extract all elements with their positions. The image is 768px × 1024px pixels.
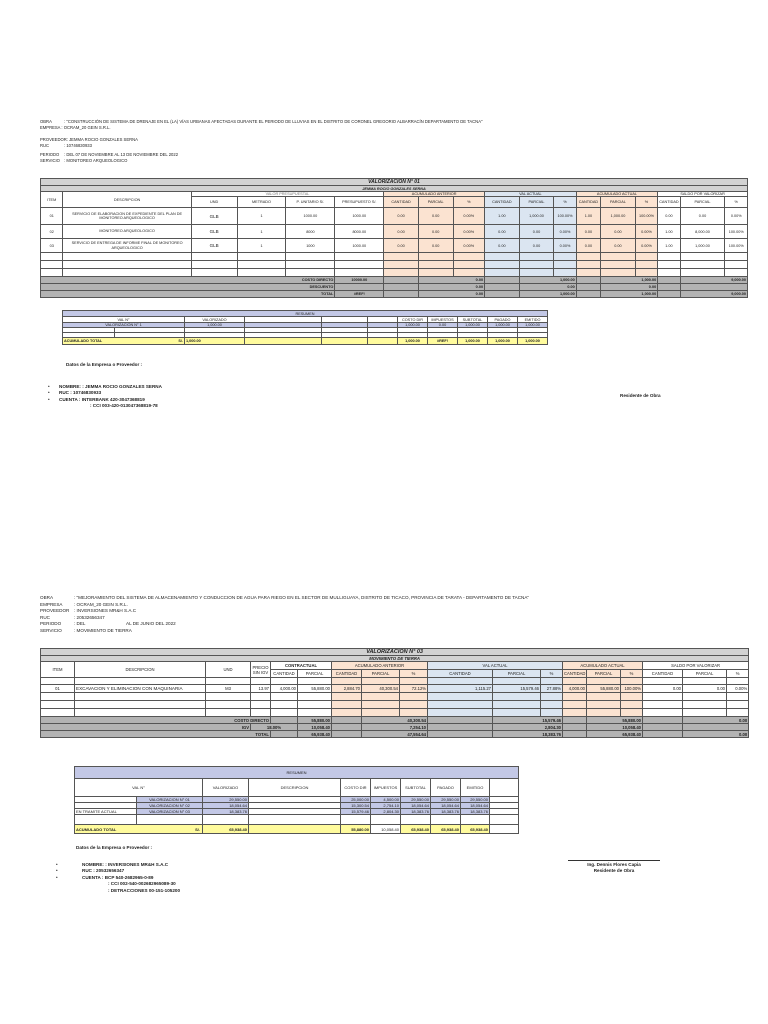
- cell-item: 01: [41, 208, 63, 225]
- cell-aa-cant: 0.00: [384, 239, 419, 253]
- cell-ac-cant: 0.00: [576, 225, 600, 239]
- total-presup: #REF!: [335, 291, 384, 298]
- cell-va-cant: 1,115.27: [428, 685, 493, 693]
- resumen-emitido: 1,000.00: [518, 323, 548, 328]
- datos-cuenta: CUENTA : INTERBANK 420-3047368819: [59, 396, 145, 402]
- resumen-costo: 1,000.00: [398, 323, 428, 328]
- ruc-label: RUC: [40, 614, 50, 620]
- doc2-datos: [76, 845, 316, 851]
- valorizacion-01-table: [40, 178, 748, 298]
- resumen-total-costo: 1,000.00: [398, 338, 428, 345]
- total-va: 1,000.00: [519, 277, 576, 284]
- table-subtitle: MOVIMIENTO DE TIERRA: [41, 656, 749, 662]
- resumen-pagado: 18,383.76: [431, 809, 461, 815]
- cell-va-pct: 100.00%: [554, 208, 576, 225]
- datos-nombre: NOMBRE: : JEMMA ROCIO GONZALES SERNA: [59, 384, 162, 389]
- resumen-header-descripcion: DESCRIPCION: [249, 779, 341, 797]
- header-acum-anterior: ACUMULADO ANTERIOR: [384, 192, 485, 197]
- totals-row: [41, 717, 749, 724]
- cell-aa-parc: 0.00: [418, 239, 453, 253]
- bullet-icon: •: [56, 874, 58, 880]
- resumen-header-valorizado: VALORIZADO: [203, 779, 249, 797]
- header-pct: %: [400, 670, 428, 678]
- resumen-total-sub: 1,000.00: [458, 338, 488, 345]
- total-sv: [680, 284, 747, 291]
- resumen-total-emitido: 1,000.00: [518, 338, 548, 345]
- periodo-label: PERIODO: [40, 152, 60, 157]
- cell-und: M3: [206, 685, 251, 693]
- header-valor-presupuestal: VALOR PRESUPUESTAL: [191, 192, 384, 197]
- bullet-icon: •: [56, 868, 58, 874]
- resumen-sub: 1,000.00: [458, 323, 488, 328]
- proveedor-text: : INVERSIONES MR&H S.A.C: [74, 608, 137, 614]
- cell-aa-pct: 0.00%: [453, 239, 485, 253]
- resumen-imp: 0.00: [428, 323, 458, 328]
- resumen-costo: 15,300.54: [341, 803, 371, 809]
- cell-va-pct: 0.00%: [554, 239, 576, 253]
- total-label: DESCUENTO: [41, 284, 335, 291]
- resumen-header-emitido: EMITIDO: [518, 317, 548, 323]
- total-va: 15,579.46: [493, 717, 563, 724]
- total-va: 1,000.00: [519, 291, 576, 298]
- resumen-valorizado: 1,000.00: [185, 323, 245, 328]
- cell-metrado: 1: [237, 225, 286, 239]
- empty-row: [41, 261, 748, 269]
- cell-aa-parc: 40,300.54: [362, 685, 400, 693]
- ruc-text: : 20532656347: [74, 614, 105, 620]
- cell-sv-cant: 0.00: [643, 685, 683, 693]
- header-pct: %: [635, 197, 657, 208]
- resumen-total-label: ACUMULADO TOTAL: [76, 826, 117, 832]
- header-pct: %: [621, 670, 643, 678]
- datos-detracciones: : DETRACCIONES 00-151-105200: [108, 887, 180, 893]
- header-parcial: PARCIAL: [680, 197, 725, 208]
- header-pct: %: [453, 197, 485, 208]
- resumen-header-costo: COSTO DIR: [341, 779, 371, 797]
- cell-und: GLB: [191, 208, 237, 225]
- cell-aa-cant: 0.00: [384, 208, 419, 225]
- empty-row: [41, 269, 748, 277]
- resumen-total-emitido: 65,938.40: [461, 825, 490, 834]
- header-cant: CANTIDAD: [576, 197, 600, 208]
- total-label: TOTAL: [41, 291, 335, 298]
- total-label: TOTAL: [41, 731, 271, 738]
- cell-c-cant: 4,000.00: [271, 685, 298, 693]
- servicio-label: SERVICIO: [40, 158, 60, 163]
- cell-aa-cant: 0.00: [384, 225, 419, 239]
- total-ac: 55,880.00: [587, 717, 643, 724]
- header-cant: CANTIDAD: [271, 670, 298, 678]
- total-c: 65,938.40: [298, 731, 332, 738]
- cell-und: GLB: [191, 225, 237, 239]
- total-label: COSTO DIRECTO: [41, 717, 271, 724]
- total-sv: 9,000.00: [680, 291, 747, 298]
- header-cant: CANTIDAD: [384, 197, 419, 208]
- periodo-label: PERIODO: [40, 621, 62, 627]
- cell-aa-pct: 72.12%: [400, 685, 428, 693]
- empty-row: [41, 701, 749, 709]
- ruc-label: RUC: [40, 143, 50, 148]
- header-parcial: PARCIAL: [601, 197, 636, 208]
- resumen-val: VALORIZACION N° 01: [137, 797, 203, 803]
- cell-item: 01: [41, 685, 75, 693]
- cell-ac-cant: 4,000.00: [563, 685, 587, 693]
- bullet-icon: •: [48, 396, 50, 402]
- totals-row: [41, 277, 748, 284]
- resumen-total-row: [63, 338, 548, 345]
- cell-pu: 1000: [286, 239, 335, 253]
- total-aa: 0.00: [418, 284, 484, 291]
- resumen-total-imp: 10,058.40: [371, 825, 401, 834]
- currency-label: S/.: [195, 826, 200, 832]
- cell-va-pct: 0.00%: [554, 225, 576, 239]
- doc2-datos-list: [56, 862, 316, 894]
- resumen-header-costo: COSTO DIR: [398, 317, 428, 323]
- header-cant: CANTIDAD: [643, 670, 683, 678]
- cell-item: 02: [41, 225, 63, 239]
- cell-pu: 8000: [286, 225, 335, 239]
- total-sv: [683, 724, 749, 731]
- igv-pct: 18.00%: [251, 724, 298, 731]
- doc2-header: [40, 595, 740, 635]
- header-acum-anterior: ACUMULADO ANTERIOR: [332, 662, 428, 670]
- cell-ac-pct: 100.00%: [621, 685, 643, 693]
- resumen-val: VALORIZACION N° 03: [137, 809, 203, 815]
- total-c: 10,058.40: [298, 724, 332, 731]
- header-cant: CANTIDAD: [485, 197, 520, 208]
- obra-text: : "CONSTRUCCIÓN DE SISTEMA DE DRENAJE EN EL (LA) VÍAS URBANAS AFECTADAS DURANTE EL PERIODO DE LLUVIAS EN EL DISTRITO DE CORONEL GREGORIO ALBARRACÍN DEPARTAMENTO DE TACNA": [64, 119, 483, 124]
- total-sv: 9,000.00: [680, 277, 747, 284]
- cell-sv-cant: 1.00: [658, 239, 680, 253]
- total-ac: 1,000.00: [601, 291, 658, 298]
- periodo-text-b: AL DE JUNIO DEL 2022: [126, 621, 176, 627]
- cell-sv-parc: 0.00: [683, 685, 727, 693]
- totals-row: [41, 724, 749, 731]
- bullet-icon: •: [48, 384, 50, 389]
- header-parcial: PARCIAL: [493, 670, 541, 678]
- resumen-valorizado: 29,550.00: [203, 797, 249, 803]
- resumen-pagado: 29,550.00: [431, 797, 461, 803]
- cell-ac-pct: 100.00%: [635, 208, 657, 225]
- obra-text: : "MEJORAMIENTO DEL SISTEMA DE ALMACENAMIENTO Y CONDUCCION DE AGUA PARA RIEGO EN EL SECTOR DE MULLIGUAYA, DISTRITO DE TICACO, PROVINCIA DE TARATA - DEPARTAMENTO DE TACNA": [74, 595, 530, 600]
- currency-label: S/.: [178, 339, 183, 343]
- periodo-text-a: : DEL: [74, 621, 86, 627]
- resumen-pre: EN TRAMITE ACTUAL: [75, 809, 137, 815]
- resumen-emitido: 18,054.64: [461, 803, 490, 809]
- total-aa: 40,300.54: [362, 717, 428, 724]
- empty-row: [41, 709, 749, 717]
- resumen-01-table: [62, 310, 548, 345]
- header-cant: CANTIDAD: [658, 197, 680, 208]
- resumen-imp: 4,500.00: [371, 797, 401, 803]
- resumen-total-valorizado: 65,938.40: [203, 825, 249, 834]
- datos-cci: : CCI 003-420-013047368819-78: [90, 403, 158, 409]
- doc1-header: [40, 119, 740, 164]
- datos-ruc: RUC : 10746830933: [59, 390, 102, 396]
- cell-sv-pct: 0.00%: [725, 208, 748, 225]
- datos-cci: : CCI 002-540-002682965089-30: [108, 881, 176, 887]
- empty-row: [41, 693, 749, 701]
- header-und: UND: [191, 197, 237, 208]
- table-title: VALORIZACION N° 03: [41, 649, 749, 656]
- header-pct: %: [541, 670, 563, 678]
- cell-ac-cant: 1.00: [576, 208, 600, 225]
- cell-va-parc: 1,000.00: [519, 208, 554, 225]
- total-ac: 10,058.40: [587, 724, 643, 731]
- resumen-header-impuestos: IMPUESTOS: [371, 779, 401, 797]
- cell-aa-parc: 0.00: [418, 225, 453, 239]
- bullet-icon: •: [56, 862, 58, 867]
- header-parcial: PARCIAL: [587, 670, 621, 678]
- cell-ac-parc: 0.00: [601, 239, 636, 253]
- table-row: [41, 225, 748, 239]
- empresa-label: EMPRESA: [40, 601, 63, 607]
- resumen-title: RESUMEN: [63, 311, 548, 317]
- header-val-actual: VAL ACTUAL: [485, 192, 577, 197]
- resumen-title: RESUMEN: [75, 767, 519, 779]
- doc1-datos: [66, 362, 306, 368]
- cell-va-parc: 0.00: [519, 239, 554, 253]
- obra-label: OBRA: [40, 595, 54, 600]
- servicio-text: : MONITOREO ARQUEOLOGICO: [64, 158, 128, 163]
- resumen-costo: 15,579.46: [341, 809, 371, 815]
- signature-name: Ing. Dennis Flores Capia: [587, 862, 641, 867]
- header-parcial: PARCIAL: [362, 670, 400, 678]
- signature-role: Residente de Obra: [593, 868, 635, 874]
- resumen-sub: 18,383.76: [401, 809, 431, 815]
- header-presupuesto: PRESUPUESTO S/.: [335, 197, 384, 208]
- resumen-header-subtotal: SUBTOTAL: [458, 317, 488, 323]
- resumen-total-label: ACUMULADO TOTAL: [64, 339, 103, 343]
- header-parcial: PARCIAL: [298, 670, 332, 678]
- doc1-datos-list: [48, 384, 308, 410]
- resumen-sub: 18,054.64: [401, 803, 431, 809]
- header-und: UND: [206, 662, 251, 678]
- resumen-pagado: 18,054.64: [431, 803, 461, 809]
- header-item: ITEM: [41, 662, 75, 678]
- cell-sv-pct: 100.00%: [725, 239, 748, 253]
- cell-aa-pct: 0.00%: [453, 208, 485, 225]
- total-aa: 47,554.64: [362, 731, 428, 738]
- cell-va-cant: 0.00: [485, 239, 520, 253]
- total-sv: 0.00: [683, 717, 749, 724]
- servicio-text: : MOVIMIENTO DE TIERRA: [74, 627, 132, 633]
- resumen-emitido: 18,383.76: [461, 809, 490, 815]
- totals-row: [41, 284, 748, 291]
- total-aa: 0.00: [418, 277, 484, 284]
- cell-desc: SERVICIO DE ELABORACION DE EXPEDIENTE DEL PLAN DE MONITOREO ARQUEOLOGICO: [63, 208, 191, 225]
- cell-va-parc: 0.00: [519, 225, 554, 239]
- resumen-total-pagado: 65,938.40: [431, 825, 461, 834]
- totals-row: [41, 731, 749, 738]
- total-va: 0.00: [519, 284, 576, 291]
- header-pct: %: [725, 197, 748, 208]
- cell-sv-pct: 100.00%: [725, 225, 748, 239]
- resumen-sub: 29,550.00: [401, 797, 431, 803]
- header-pct: %: [554, 197, 576, 208]
- datos-title: Datos de la Empresa o Proveedor :: [66, 362, 143, 367]
- resumen-imp: 2,754.10: [371, 803, 401, 809]
- cell-sv-parc: 0.00: [680, 208, 725, 225]
- header-parcial: PARCIAL: [683, 670, 727, 678]
- totals-row: [41, 291, 748, 298]
- cell-metrado: 1: [237, 208, 286, 225]
- total-aa: 0.00: [418, 291, 484, 298]
- header-saldo: SALDO POR VALORIZAR: [658, 192, 748, 197]
- cell-und: GLB: [191, 239, 237, 253]
- total-ac: 1,000.00: [601, 277, 658, 284]
- header-acum-actual: ACUMULADO ACTUAL: [563, 662, 643, 670]
- cell-aa-parc: 0.00: [418, 208, 453, 225]
- bullet-icon: •: [48, 390, 50, 396]
- cell-c-parc: 55,880.00: [298, 685, 332, 693]
- cell-sv-cant: 1.00: [658, 225, 680, 239]
- total-va: 18,383.76: [493, 731, 563, 738]
- resumen-header-pagado: PAGADO: [431, 779, 461, 797]
- resumen-header-valorizado: VALORIZADO: [185, 317, 245, 323]
- header-cant: CANTIDAD: [332, 670, 362, 678]
- cell-va-parc: 15,579.46: [493, 685, 541, 693]
- total-ac: 0.00: [601, 284, 658, 291]
- cell-ac-parc: 0.00: [601, 225, 636, 239]
- total-label: COSTO DIRECTO: [41, 277, 335, 284]
- proveedor-text: PROVEEDOR: JEMMA ROCIO GONZALES SERNA: [40, 137, 138, 142]
- header-pct: %: [727, 670, 749, 678]
- header-precio: PRECIO SIN IGV: [251, 662, 271, 678]
- resumen-header-emitido: EMITIDO: [461, 779, 490, 797]
- signature-line: [568, 860, 660, 861]
- empty-row: [41, 253, 748, 261]
- resumen-total-valorizado: 1,000.00: [185, 338, 245, 345]
- total-sv: 0.00: [683, 731, 749, 738]
- cell-desc: EXCAVACION Y ELIMINACION CON MAQUINARIA: [75, 685, 206, 693]
- header-val-actual: VAL ACTUAL: [428, 662, 563, 670]
- resumen-val: VALORIZACION N° 02: [137, 803, 203, 809]
- total-label: IGV: [41, 724, 251, 731]
- header-metrado: METRADO: [237, 197, 286, 208]
- valorizacion-03-table: [40, 648, 749, 738]
- total-aa: 7,254.10: [362, 724, 428, 731]
- cell-ac-parc: 1,000.00: [601, 208, 636, 225]
- resumen-03-table: [74, 766, 519, 834]
- resumen-emitido: 29,550.00: [461, 797, 490, 803]
- cell-desc: MONITOREO ARQUEOLOGICO: [63, 225, 191, 239]
- datos-nombre: NOMBRE: : INVERSIONES MR&H S.A.C: [82, 862, 169, 867]
- empresa-text: : OCRAM_20 GEIN S.R.L.: [74, 601, 128, 607]
- header-parcial: PARCIAL: [519, 197, 554, 208]
- table-row: [41, 208, 748, 225]
- resumen-valorizado: 18,054.64: [203, 803, 249, 809]
- total-c: 55,880.00: [298, 717, 332, 724]
- ruc-text: : 10746830933: [64, 143, 92, 148]
- cell-desc: SERVICIO DE ENTREGA DE INFORME FINAL DE MONITOREO ARQUEOLOGICO: [63, 239, 191, 253]
- header-descripcion: DESCRIPCION: [75, 662, 206, 678]
- cell-sv-parc: 1,000.00: [680, 239, 725, 253]
- resumen-imp: 2,804.30: [371, 809, 401, 815]
- resumen-costo: 25,000.00: [341, 797, 371, 803]
- empresa-text: EMPRESA : OCRAM_20 GEIN S.R.L.: [40, 125, 111, 130]
- resumen-total-sub: 65,938.40: [401, 825, 431, 834]
- resumen-total-row: [75, 825, 519, 834]
- obra-label: OBRA: [40, 119, 52, 124]
- table-row: [41, 685, 749, 693]
- header-descripcion: DESCRIPCION: [63, 192, 191, 208]
- cell-va-pct: 27.88%: [541, 685, 563, 693]
- resumen-header-subtotal: SUBTOTAL: [401, 779, 431, 797]
- cell-sv-cant: 0.00: [658, 208, 680, 225]
- header-cant: CANTIDAD: [428, 670, 493, 678]
- cell-pu: 1000.00: [286, 208, 335, 225]
- cell-sv-parc: 8,000.00: [680, 225, 725, 239]
- datos-title: Datos de la Empresa o Proveedor :: [76, 845, 153, 850]
- periodo-text: : DEL 07 DE NOVIEMBRE AL 13 DE NOVIEMBRE DEL 2022: [64, 152, 179, 157]
- table-subtitle: JEMMA ROCIO GONZALES SERNA: [41, 186, 748, 192]
- cell-metrado: 1: [237, 239, 286, 253]
- header-contractual: CONTRACTUAL: [271, 662, 332, 670]
- cell-aa-pct: 0.00%: [453, 225, 485, 239]
- resumen-header-pagado: PAGADO: [488, 317, 518, 323]
- proveedor-label: PROVEEDOR: [40, 608, 70, 614]
- cell-va-cant: 1.00: [485, 208, 520, 225]
- resumen-header-val: VAL N°: [75, 779, 203, 797]
- total-presup: [335, 284, 384, 291]
- cell-sv-pct: 0.00%: [727, 685, 749, 693]
- cell-item: 03: [41, 239, 63, 253]
- resumen-val: VALORIZACION N° 1: [63, 323, 185, 328]
- cell-ac-cant: 0.00: [576, 239, 600, 253]
- datos-ruc: RUC : 20532656347: [82, 868, 125, 874]
- cell-ac-pct: 0.00%: [635, 225, 657, 239]
- total-va: 2,804.30: [493, 724, 563, 731]
- cell-presup: 1000.00: [335, 239, 384, 253]
- header-saldo: SALDO POR VALORIZAR: [643, 662, 749, 670]
- header-item: ITEM: [41, 192, 63, 208]
- header-pu: P. UNITARIO S/.: [286, 197, 335, 208]
- cell-presup: 8000.00: [335, 225, 384, 239]
- resumen-pagado: 1,000.00: [488, 323, 518, 328]
- residente-label: Residente de Obra: [620, 393, 661, 398]
- cell-aa-cant: 2,884.70: [332, 685, 362, 693]
- resumen-header-val: VAL N°: [63, 317, 185, 323]
- signature-block: [568, 862, 660, 875]
- header-parcial: PARCIAL: [418, 197, 453, 208]
- servicio-label: SERVICIO: [40, 627, 62, 633]
- datos-cuenta: CUENTA : BCP 540-2682965-0-89: [82, 874, 154, 880]
- cell-precio: 13.97: [251, 685, 271, 693]
- table-row: [41, 239, 748, 253]
- resumen-total-costo: 55,880.00: [341, 825, 371, 834]
- cell-va-cant: 0.00: [485, 225, 520, 239]
- table-title: VALORIZACION N° 01: [41, 179, 748, 186]
- resumen-total-imp: #REF!: [428, 338, 458, 345]
- resumen-header-impuestos: IMPUESTOS: [428, 317, 458, 323]
- total-ac: 65,938.40: [587, 731, 643, 738]
- resumen-total-pagado: 1,000.00: [488, 338, 518, 345]
- cell-ac-pct: 0.00%: [635, 239, 657, 253]
- cell-ac-parc: 55,880.00: [587, 685, 621, 693]
- resumen-valorizado: 18,383.76: [203, 809, 249, 815]
- header-cant: CANTIDAD: [564, 671, 586, 676]
- total-presup: 10000.00: [335, 277, 384, 284]
- header-acum-actual: ACUMULADO ACTUAL: [576, 192, 657, 197]
- cell-presup: 1000.00: [335, 208, 384, 225]
